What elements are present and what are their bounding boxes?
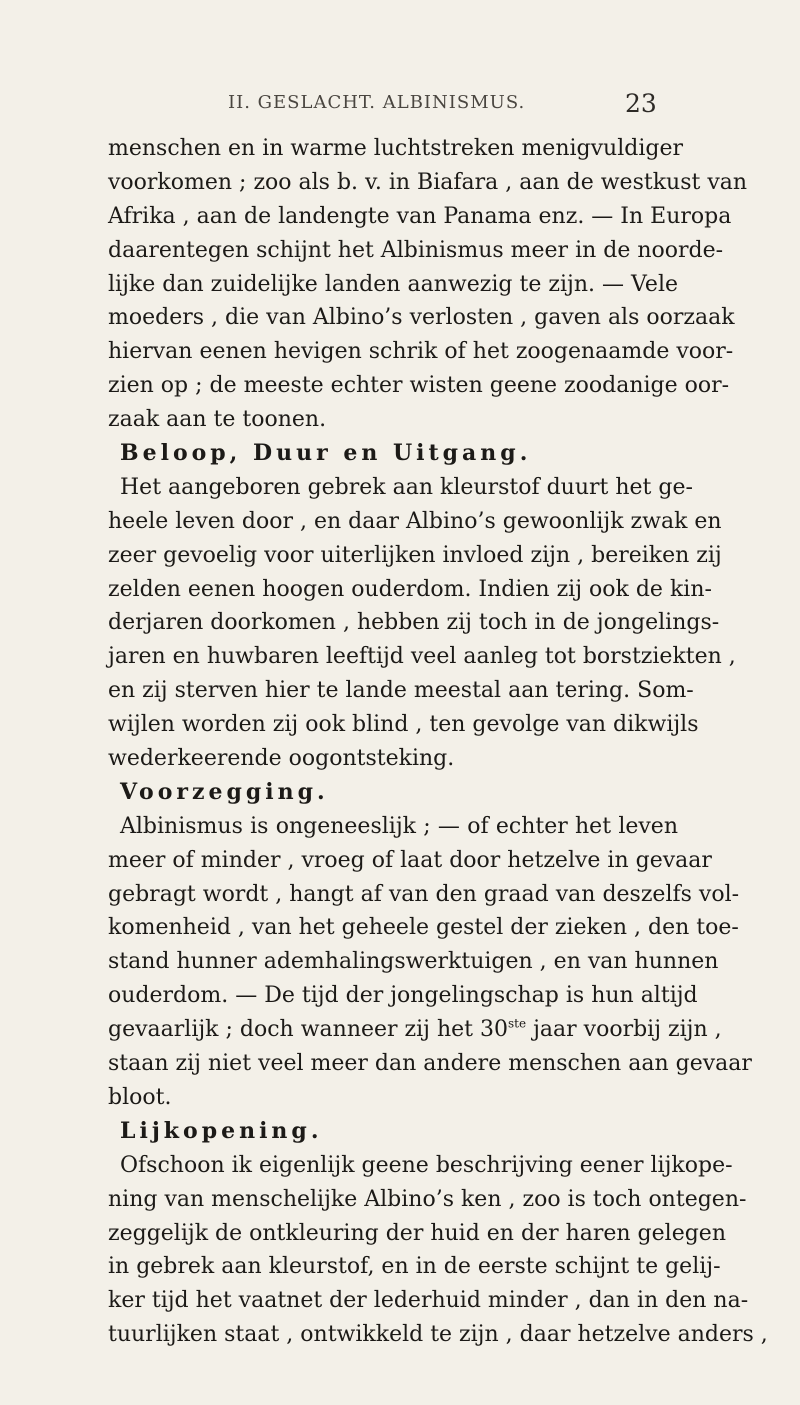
text-line: heele leven door , en daar Albino’s gewoonlijk zwak en xyxy=(108,508,722,534)
text-line: gebragt wordt , hangt af van den graad van deszelfs vol- xyxy=(108,881,740,907)
text-line: in gebrek aan kleurstof, en in de eerste schijnt te gelij- xyxy=(108,1254,721,1280)
text-line: meer of minder , vroeg of laat door hetzelve in gevaar xyxy=(108,847,712,873)
running-title: II. GESLACHT. ALBINISMUS. xyxy=(228,92,526,113)
section-heading-text: Lijkopening. xyxy=(120,1117,323,1144)
text-line: komenheid , van het geheele gestel der zieken , den toe- xyxy=(108,915,739,941)
text-line: ker tijd het vaatnet der lederhuid minder , dan in den na- xyxy=(108,1288,749,1314)
text-line: bloot. xyxy=(108,1084,172,1110)
section-heading-text: Beloop, Duur en Uitgang. xyxy=(120,440,532,467)
text-fragment: gevaarlijk ; doch wanneer zij het 30 xyxy=(108,1017,509,1043)
text-line: zien op ; de meeste echter wisten geene zoodanige oor- xyxy=(108,373,730,399)
text-line: zelden eenen hoogen ouderdom. Indien zij ook de kin- xyxy=(108,576,712,602)
text-line: voorkomen ; zoo als b. v. in Biafara , aan de westkust van xyxy=(108,169,748,195)
section-heading-text: Voorzegging. xyxy=(120,778,329,805)
section-heading xyxy=(108,776,678,810)
text-line: Het aangeboren gebrek aan kleurstof duurt het ge- xyxy=(120,474,693,500)
text-line: zeggelijk de ontkleuring der huid en der haren gelegen xyxy=(108,1220,726,1246)
running-head xyxy=(0,89,800,132)
text-line: Albinismus is ongeneeslijk ; — of echter het leven xyxy=(120,813,678,839)
text-line: wederkeerende oogontsteking. xyxy=(108,746,455,772)
page-number: 23 xyxy=(625,89,657,118)
text-line: zeer gevoelig voor uiterlijken invloed zijn , bereiken zij xyxy=(108,542,722,568)
text-line: Afrika , aan de landengte van Panama enz. — In Europa xyxy=(108,203,732,229)
text-line: ouderdom. — De tijd der jongelingschap is hun altijd xyxy=(108,983,698,1009)
text-line: ning van menschelijke Albino’s ken , zoo is toch ontegen- xyxy=(108,1186,747,1212)
text-line-with-superscript xyxy=(108,1013,722,1047)
section-heading xyxy=(108,1115,678,1149)
text-line: staan zij niet veel meer dan andere menschen aan gevaar xyxy=(108,1051,752,1077)
text-line: derjaren doorkomen , hebben zij toch in de jongelings- xyxy=(108,610,720,636)
text-line: tuurlijken staat , ontwikkeld te zijn , daar hetzelve anders , xyxy=(108,1322,768,1348)
text-line: lijke dan zuidelijke landen aanwezig te zijn. — Vele xyxy=(108,271,678,297)
section-heading xyxy=(108,437,678,471)
text-line: menschen en in warme luchtstreken menigvuldiger xyxy=(108,136,683,161)
body-text xyxy=(108,132,768,1352)
text-line: moeders , die van Albino’s verlosten , gaven als oorzaak xyxy=(108,305,735,331)
text-line: jaren en huwbaren leeftijd veel aanleg tot borstziekten , xyxy=(108,644,736,670)
text-line: daarentegen schijnt het Albinismus meer in de noorde- xyxy=(108,237,724,263)
superscript: ste xyxy=(508,1016,527,1031)
text-line: zaak aan te toonen. xyxy=(108,407,327,433)
text-fragment: jaar voorbij zijn , xyxy=(526,1017,722,1043)
text-line: Ofschoon ik eigenlijk geene beschrijving eener lijkope- xyxy=(120,1152,733,1178)
text-line: hiervan eenen hevigen schrik of het zoogenaamde voor- xyxy=(108,339,734,365)
text-line: stand hunner ademhalingswerktuigen , en van hunnen xyxy=(108,949,719,975)
text-line: en zij sterven hier te lande meestal aan tering. Som- xyxy=(108,678,694,704)
text-line: wijlen worden zij ook blind , ten gevolge van dikwijls xyxy=(108,712,699,738)
